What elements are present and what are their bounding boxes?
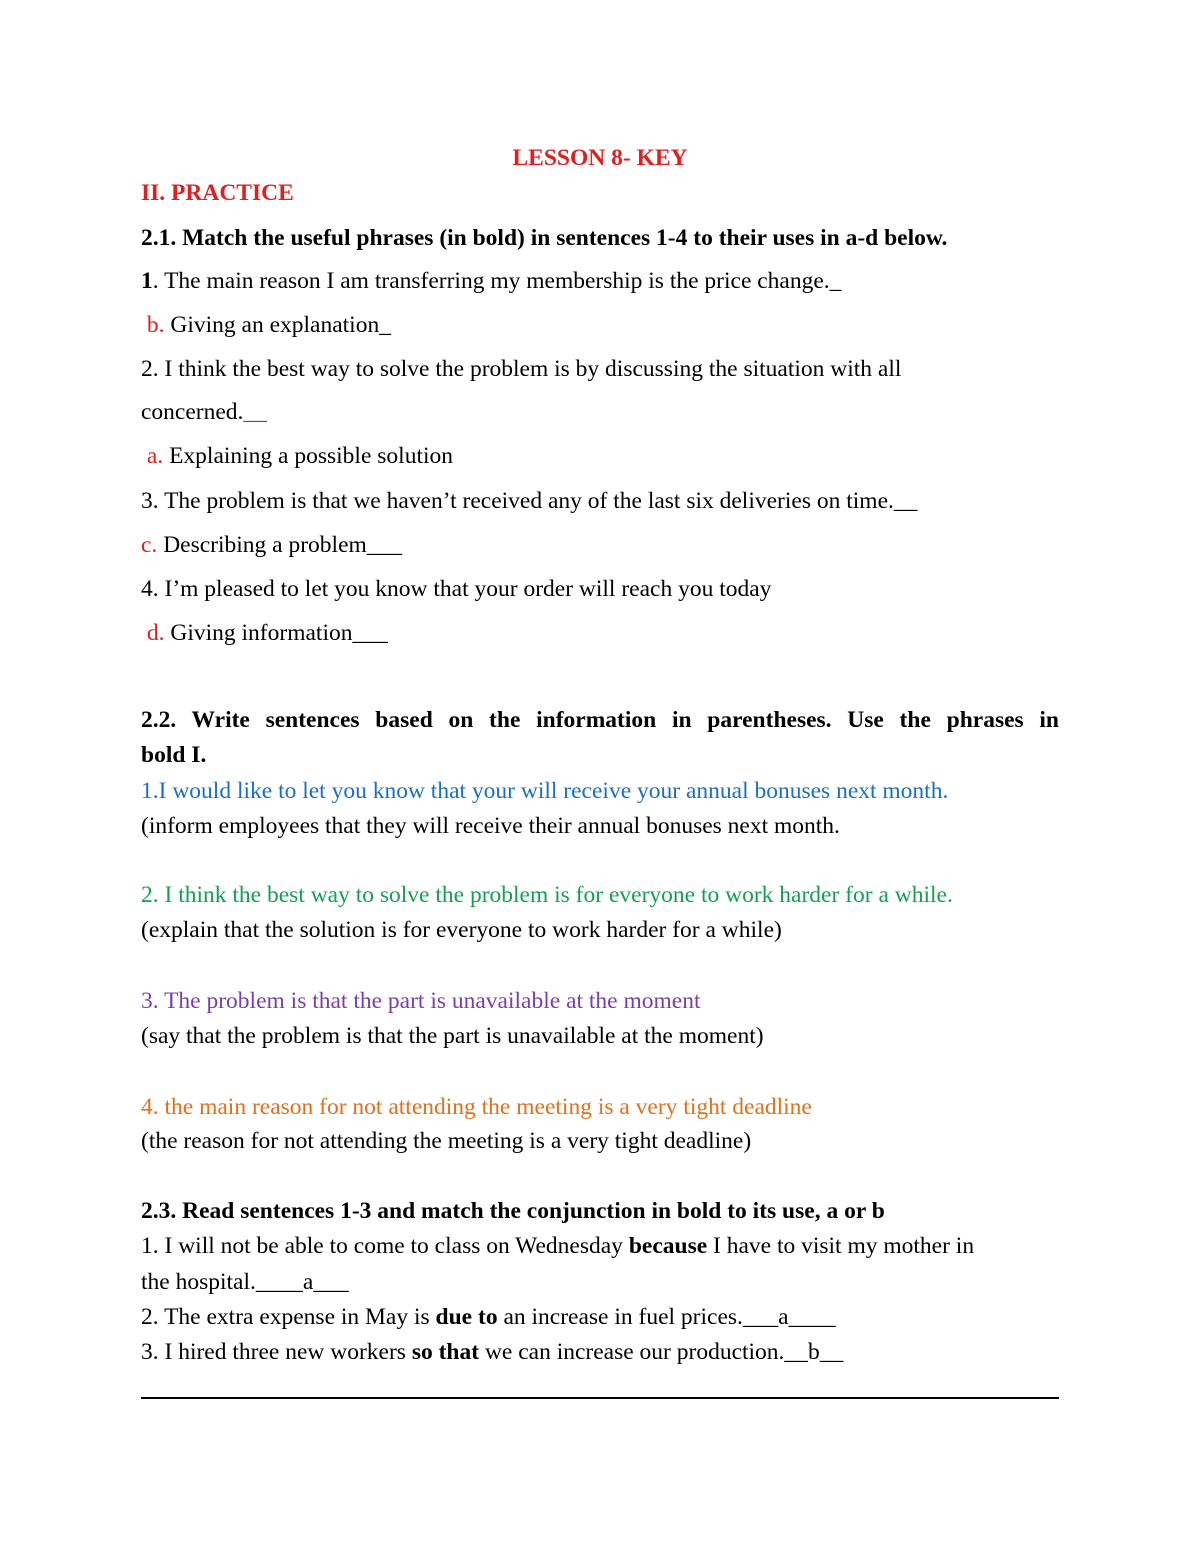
ex23-sentence-2 [141,1302,1059,1332]
ex22-prompt-2: (explain that the solution is for everyone to work harder for a while) [141,917,782,943]
answer-letter: a [302,1269,314,1295]
lesson-title: LESSON 8- KEY [512,145,688,171]
ex21-sentence-3: 3. The problem is that we haven’t received any of the last six deliveries on time.__ [141,488,918,514]
answer-text: Giving an explanation_ [164,312,391,338]
sentence-text: 3. I hired three new workers [141,1339,412,1365]
sentence-text: 1. I will not be able to come to class on Wednesday [141,1233,629,1259]
answer-text: Explaining a possible solution [163,443,454,469]
ex21-answer-d [141,618,1059,648]
answer-letter: b. [146,312,165,338]
ex21-sentence-1 [141,266,1059,296]
answer-blank: ____ [788,1304,836,1330]
sentence-text: I have to visit my mother in [707,1233,975,1259]
answer-letter: a [778,1304,789,1330]
sentence-text: we can increase our production.__ [479,1339,808,1365]
exercise-2-2-heading-cont: bold I. [141,742,207,768]
conjunction: due to [435,1304,498,1330]
ex21-sentence-2-cont [141,397,1059,427]
answer-blank: ___ [313,1269,349,1295]
ex22-prompt-3: (say that the problem is that the part is unavailable at the moment) [141,1023,764,1049]
ex22-answer-3: 3. The problem is that the part is unavailable at the moment [141,988,701,1014]
sentence-text: . The main reason I am transferring my membership is the price change._ [152,268,842,294]
sentence-text: the hospital.____ [141,1269,303,1295]
answer-text: Describing a problem___ [157,532,403,558]
answer-blank: __ [819,1339,844,1365]
item-number: 1 [141,268,153,294]
answer-letter: c. [141,532,158,558]
ex22-prompt-4: (the reason for not attending the meeting is a very tight deadline) [141,1128,752,1154]
ex22-answer-2: 2. I think the best way to solve the problem is for everyone to work harder for a while. [141,882,953,908]
ex21-sentence-2: 2. I think the best way to solve the problem is by discussing the situation with all [141,356,902,382]
ex22-prompt-1: (inform employees that they will receive their annual bonuses next month. [141,813,840,839]
ex21-answer-c [141,530,1059,560]
answer-letter: b [807,1339,820,1365]
ex23-sentence-1 [141,1231,1059,1261]
sentence-text: concerned. [141,399,244,425]
exercise-2-1-heading: 2.1. Match the useful phrases (in bold) in sentences 1-4 to their uses in a-d below. [141,225,948,251]
section-heading: II. PRACTICE [141,180,294,206]
answer-text: Giving information___ [164,620,388,646]
exercise-2-2-heading: 2.2. Write sentences based on the information in parentheses. Use the phrases in [141,707,1059,733]
sentence-text: 2. The extra expense in May is [141,1304,436,1330]
ex22-answer-4: 4. the main reason for not attending the meeting is a very tight deadline [141,1094,812,1120]
ex22-answer-1: 1.I would like to let you know that your will receive your annual bonuses next month. [141,778,949,804]
conjunction: so that [411,1339,480,1365]
ex23-sentence-3 [141,1337,1059,1367]
bottom-divider [141,1397,1059,1399]
answer-letter: a. [146,443,164,469]
ex21-answer-a [141,441,1059,471]
ex21-sentence-4: 4. I’m pleased to let you know that your order will reach you today [141,576,772,602]
sentence-text: an increase in fuel prices.___ [497,1304,779,1330]
exercise-2-3-heading: 2.3. Read sentences 1-3 and match the conjunction in bold to its use, a or b [141,1198,885,1224]
ex23-sentence-1-cont [141,1267,1059,1297]
answer-blank: __ [243,399,267,425]
answer-letter: d. [146,620,165,646]
ex21-answer-b [141,310,1059,340]
conjunction: because [628,1233,708,1259]
